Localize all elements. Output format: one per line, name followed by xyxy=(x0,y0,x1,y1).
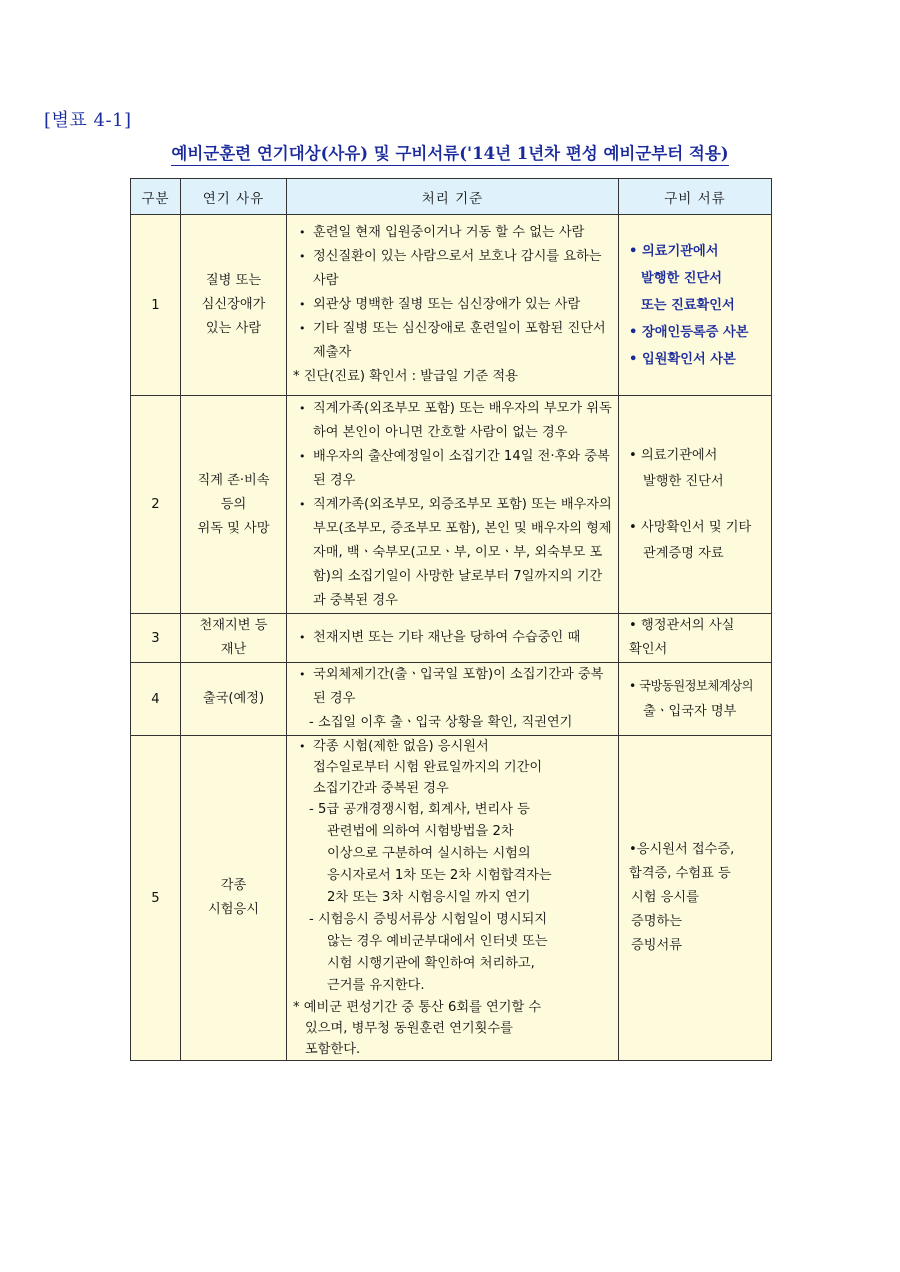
table-row xyxy=(131,663,772,736)
reason-line: 천재지변 등 xyxy=(199,618,268,633)
criteria-subitem: 시험 시행기관에 확인하여 처리하고, xyxy=(327,956,535,971)
table-header-row xyxy=(131,179,772,215)
reason-line: 출국(예정) xyxy=(202,691,265,706)
criteria-item: • 천재지변 또는 기타 재난을 당하여 수습중인 때 xyxy=(293,626,614,650)
reason-line: 심신장애가 xyxy=(201,297,266,312)
criteria-item: • 각종 시험(제한 없음) 응시원서 xyxy=(293,736,614,757)
criteria-subitem: - 소집일 이후 출ㆍ입국 상황을 확인, 직권연기 xyxy=(309,715,573,730)
document-line: 관계증명 자료 xyxy=(643,545,724,561)
header-documents: 구비 서류 xyxy=(619,179,772,215)
row-documents xyxy=(619,663,772,736)
document-line: • 장애인등록증 사본 xyxy=(629,324,749,340)
reason-line: 등의 xyxy=(220,496,247,512)
criteria-subitem: 관련법에 의하여 시험방법을 2차 xyxy=(327,824,514,839)
table-row xyxy=(131,736,772,1061)
document-line: • 사망확인서 및 기타 xyxy=(629,519,752,535)
document-line: • 국방동원정보체계상의 xyxy=(629,679,753,693)
document-line: 출ㆍ입국자 명부 xyxy=(643,704,737,719)
reason-line: 있는 사람 xyxy=(205,321,262,336)
criteria-item: • 국외체제기간(출ㆍ입국일 포함)이 소집기간과 중복된 경우 xyxy=(293,663,614,711)
row-documents xyxy=(619,396,772,614)
criteria-item: • 배우자의 출산예정일이 소집기간 14일 전·후와 중복된 경우 xyxy=(293,445,614,493)
criteria-subitem: 이상으로 구분하여 실시하는 시험의 xyxy=(327,846,531,861)
reason-line: 재난 xyxy=(220,642,247,657)
row-reason xyxy=(181,215,287,396)
header-reason: 연기 사유 xyxy=(181,179,287,215)
reason-line: 각종 xyxy=(220,878,247,893)
reason-line: 위독 및 사망 xyxy=(197,520,270,536)
criteria-note: * 진단(진료) 확인서 : 발급일 기준 적용 xyxy=(293,369,518,384)
criteria-subitem: 응시자로서 1차 또는 2차 시험합격자는 xyxy=(327,868,552,883)
criteria-item: • 정신질환이 있는 사람으로서 보호나 감시를 요하는 사람 xyxy=(293,245,614,293)
appendix-tag: [별표 4-1] xyxy=(44,110,132,131)
postponement-table xyxy=(130,178,772,1061)
row-criteria xyxy=(287,215,619,396)
document-line: 발행한 진단서 xyxy=(641,270,723,286)
row-number: 3 xyxy=(131,614,181,663)
row-number: 1 xyxy=(131,215,181,396)
document-line: 증빙서류 xyxy=(631,938,682,953)
reason-line: 시험응시 xyxy=(208,902,259,917)
row-number: 5 xyxy=(131,736,181,1061)
row-number: 2 xyxy=(131,396,181,614)
document-line: 확인서 xyxy=(629,642,668,657)
row-documents xyxy=(619,736,772,1061)
document-title xyxy=(0,140,900,164)
reason-line: 직계 존·비속 xyxy=(197,472,270,488)
reason-line: 질병 또는 xyxy=(205,273,262,288)
row-documents xyxy=(619,215,772,396)
row-reason xyxy=(181,614,287,663)
document-line: • 입원확인서 사본 xyxy=(629,351,736,367)
criteria-note: 포함한다. xyxy=(305,1042,361,1057)
criteria-continuation: 소집기간과 중복된 경우 xyxy=(313,781,449,796)
document-line: • 행정관서의 사실 xyxy=(629,618,735,633)
criteria-subitem: 않는 경우 예비군부대에서 인터넷 또는 xyxy=(327,934,548,949)
criteria-item: • 직계가족(외조부모 포함) 또는 배우자의 부모가 위독하여 본인이 아니면 간호할 사람이 없는 경우 xyxy=(293,397,614,445)
row-criteria xyxy=(287,396,619,614)
row-number: 4 xyxy=(131,663,181,736)
document-line: • 의료기관에서 xyxy=(629,243,719,259)
row-criteria xyxy=(287,614,619,663)
document-line: • 의료기관에서 xyxy=(629,447,718,463)
document-line: 증명하는 xyxy=(631,914,682,929)
row-criteria xyxy=(287,663,619,736)
criteria-item: • 외관상 명백한 질병 또는 심신장애가 있는 사람 xyxy=(293,293,614,317)
criteria-subitem: - 5급 공개경쟁시험, 회계사, 변리사 등 xyxy=(309,802,530,817)
document-line: 시험 응시를 xyxy=(631,890,699,905)
criteria-subitem: 근거를 유지한다. xyxy=(327,978,425,993)
row-reason xyxy=(181,663,287,736)
table-row xyxy=(131,614,772,663)
criteria-note: * 예비군 편성기간 중 통산 6회를 연기할 수 xyxy=(293,1000,542,1015)
criteria-item: • 훈련일 현재 입원중이거나 거동 할 수 없는 사람 xyxy=(293,221,614,245)
criteria-note: 있으며, 병무청 동원훈련 연기횟수를 xyxy=(305,1021,513,1036)
criteria-item: • 직계가족(외조부모, 외증조부모 포함) 또는 배우자의 부모(조부모, 증조부모 포함), 본인 및 배우자의 형제자매, 백ㆍ숙부모(고모ㆍ부, 이모ㆍ부, 외숙부모 포함)의 소집기일이 사망한 날로부터 7일까지의 기간과 중복된 경우 xyxy=(293,493,614,613)
criteria-item: • 기타 질병 또는 심신장애로 훈련일이 포함된 진단서 제출자 xyxy=(293,317,614,365)
document-line: 합격증, 수험표 등 xyxy=(629,866,731,881)
row-reason xyxy=(181,396,287,614)
document-line: 또는 진료확인서 xyxy=(641,297,735,313)
criteria-continuation: 접수일로부터 시험 완료일까지의 기간이 xyxy=(313,760,543,775)
row-criteria xyxy=(287,736,619,1061)
table-row xyxy=(131,215,772,396)
row-reason xyxy=(181,736,287,1061)
criteria-subitem: 2차 또는 3차 시험응시일 까지 연기 xyxy=(327,890,531,905)
document-line: •응시원서 접수증, xyxy=(629,842,735,857)
row-documents xyxy=(619,614,772,663)
document-title-text: 예비군훈련 연기대상(사유) 및 구비서류('14년 1년차 편성 예비군부터 적용) xyxy=(171,144,728,166)
document-line: 발행한 진단서 xyxy=(643,473,724,489)
header-criteria: 처리 기준 xyxy=(287,179,619,215)
criteria-subitem: - 시험응시 증빙서류상 시험일이 명시되지 xyxy=(309,912,548,927)
table-row xyxy=(131,396,772,614)
header-category: 구분 xyxy=(131,179,181,215)
